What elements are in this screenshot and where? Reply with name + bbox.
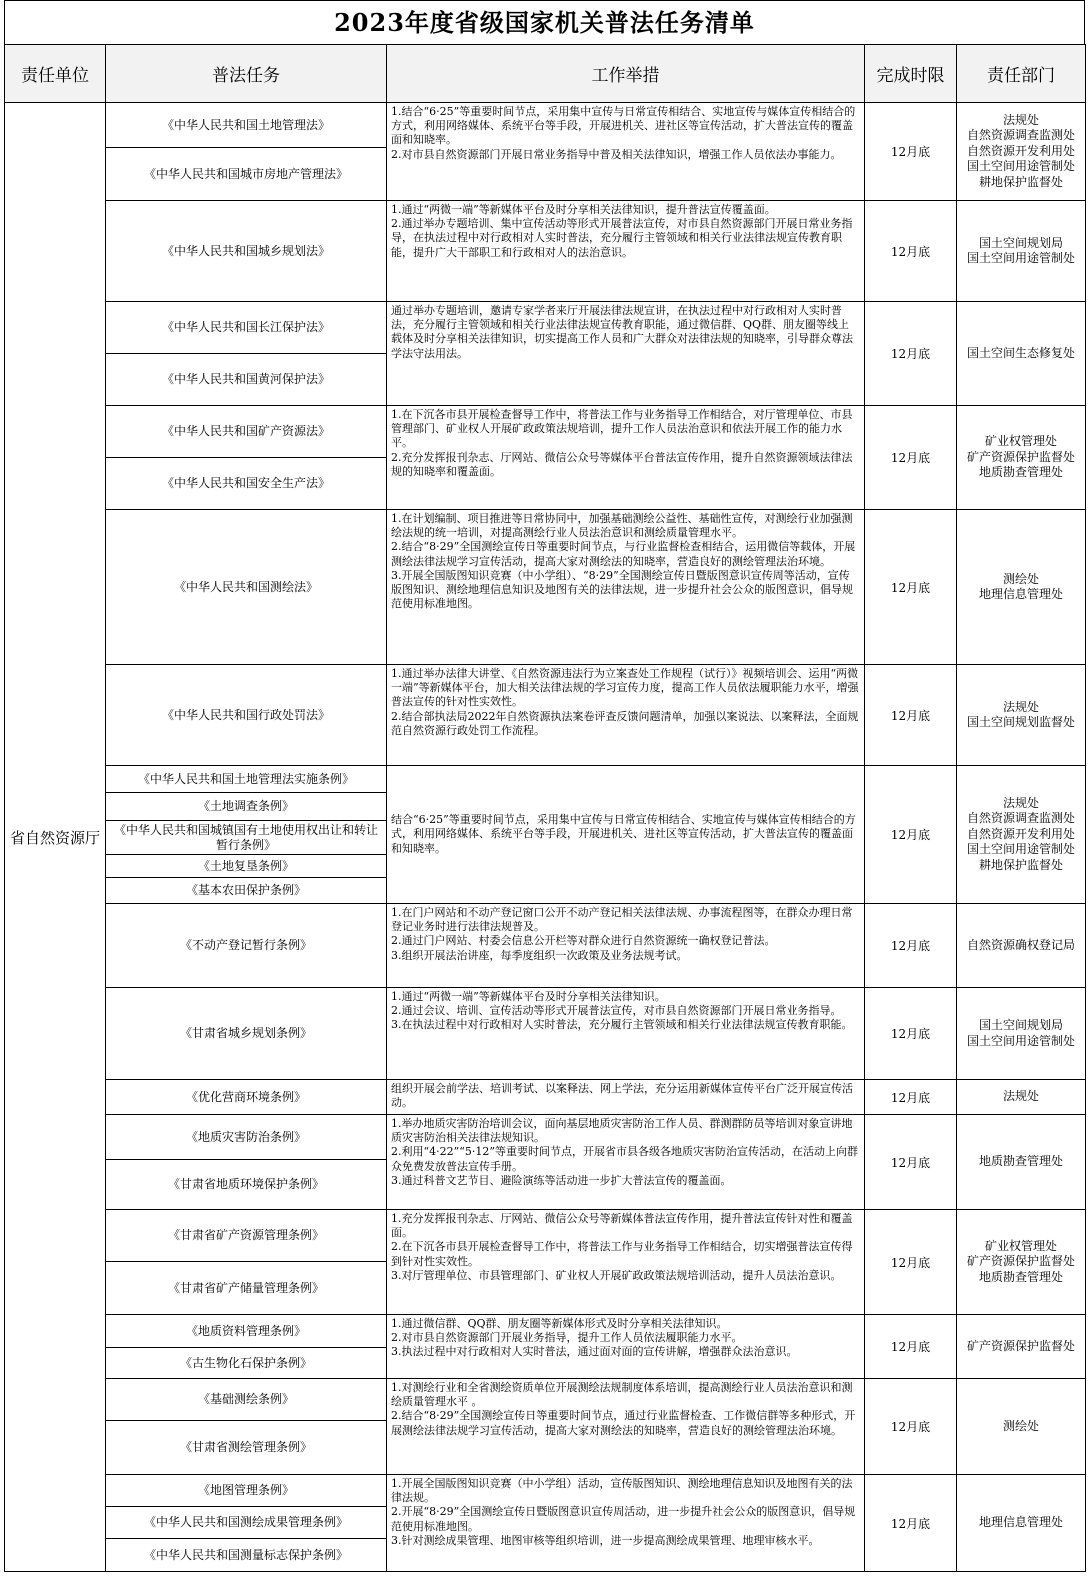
deadline-cell: 12月底 <box>865 904 957 988</box>
law-cell: 《中华人民共和国城镇国有土地使用权出让和转让暂行条例》 <box>106 821 387 855</box>
measure-cell: 1.充分发挥报刊杂志、厅网站、微信公众号等新媒体普法宣传作用，提升普法宣传针对性和覆盖面。 2.在下沉各市县开展检查督导工作中，将普法工作与业务指导工作相结合，切实增强普法宣传得到针对性实效性。 3.对厅管理单位、市县管理部门、矿业权人开展矿政政策法规培训活动，提升人员法治意识。 <box>387 1210 865 1315</box>
header-unit: 责任单位 <box>5 45 106 103</box>
measure-cell: 结合“6·25”等重要时间节点，采用集中宣传与日常宣传相结合、实地宣传与媒体宣传相结合的方式，利用网络媒体、系统平台等手段，开展进机关、进社区等宣传活动，扩大普法宣传的覆盖面和知晓率。 <box>387 766 865 904</box>
deadline-cell: 12月底 <box>865 1315 957 1379</box>
measure-cell: 1.对测绘行业和全省测绘资质单位开展测绘法规制度体系培训，提高测绘行业人员法治意识和测绘质量管理水平 。 2.结合“8·29”全国测绘宣传日等重要时间节点，通过行业监督检查、工作微信群等多种形式，开展测绘法律法规学习宣传活动，提高大家对测绘法的知晓率，营造良好的测绘管理法治环境。 <box>387 1379 865 1475</box>
law-cell: 《甘肃省矿产资源管理条例》 <box>106 1210 387 1262</box>
law-cell: 《甘肃省矿产储量管理条例》 <box>106 1262 387 1315</box>
table-row <box>5 1210 1086 1262</box>
measure-cell: 1.通过微信群、QQ群、朋友圈等新媒体形式及时分享相关法律知识。 2.对市县自然资源部门开展业务指导，提升工作人员依法履职能力水平。 3.执法过程中对行政相对人实时普法，通过面对面的宣传讲解，增强群众法治意识。 <box>387 1315 865 1379</box>
dept-cell: 法规处 <box>957 1080 1086 1115</box>
deadline-cell: 12月底 <box>865 988 957 1080</box>
dept-cell: 法规处 自然资源调查监测处 自然资源开发利用处 国土空间用途管制处 耕地保护监督处 <box>957 766 1086 904</box>
dept-cell: 国土空间规划局 国土空间用途管制处 <box>957 201 1086 302</box>
measure-cell: 1.通过“两微一端”等新媒体平台及时分享相关法律知识。 2.通过会议、培训、宣传活动等形式开展普法宣传，对市县自然资源部门开展日常业务指导。 3.在执法过程中对行政相对人实时普法，充分履行主管领域和相关行业法律法规宣传教育职能。 <box>387 988 865 1080</box>
deadline-cell: 12月底 <box>865 766 957 904</box>
dept-cell: 测绘处 地理信息管理处 <box>957 510 1086 665</box>
law-cell: 《中华人民共和国城市房地产管理法》 <box>106 148 387 201</box>
measure-cell: 1.在门户网站和不动产登记窗口公开不动产登记相关法律法规、办事流程图等，在群众办理日常登记业务时进行法律法规普及。 2.通过门户网站、村委会信息公开栏等对群众进行自然资源统一确权登记普法。 3.组织开展法治讲座，每季度组织一次政策及业务法规考试。 <box>387 904 865 988</box>
dept-cell: 地理信息管理处 <box>957 1475 1086 1572</box>
law-cell: 《土地复垦条例》 <box>106 855 387 878</box>
law-cell: 《中华人民共和国安全生产法》 <box>106 458 387 510</box>
responsible-unit-cell: 省自然资源厅 <box>5 103 106 1572</box>
measure-cell: 组织开展会前学法、培训考试、以案释法、网上学法，充分运用新媒体宣传平台广泛开展宣传活动。 <box>387 1080 865 1115</box>
table-row <box>5 1115 1086 1160</box>
table-row <box>5 302 1086 354</box>
law-cell: 《中华人民共和国测绘成果管理条例》 <box>106 1507 387 1539</box>
page-title: 2023年度省级国家机关普法任务清单 <box>4 0 1085 44</box>
law-cell: 《不动产登记暂行条例》 <box>106 904 387 988</box>
measure-cell: 1.通过“两微一端”等新媒体平台及时分享相关法律知识，提升普法宣传覆盖面。 2.通过举办专题培训、集中宣传活动等形式开展普法宣传，对市县自然资源部门开展日常业务指导，在执法过程中对行政相对人实时普法，充分履行主管领域和相关行业法律法规宣传教育职能，提升广大干部职工和行政相对人的法治意识。 <box>387 201 865 302</box>
header-dept: 责任部门 <box>957 45 1086 103</box>
header-measure: 工作举措 <box>387 45 865 103</box>
dept-cell: 地质勘查管理处 <box>957 1115 1086 1210</box>
measure-cell: 1.在计划编制、项目推进等日常协同中，加强基础测绘公益性、基础性宣传，对测绘行业加强测绘法规的统一培训，对提高测绘行业人员法治意识和测绘质量管理水平。 2.结合“8·29”全国测绘宣传日等重要时间节点，与行业监督检查相结合，运用微信等载体，开展测绘法律法规学习宣传活动，提高大家对测绘法的知晓率，营造良好的测绘管理法治环境。 3.开展全国版图知识竞赛（中小学组）、“8·29”全国测绘宣传日暨版图意识宣传周等活动，宣传版图知识、测绘地理信息知识及地图有关的法律法规，进一步提升社会公众的版图意识，倡导规范使用标准地图。 <box>387 510 865 665</box>
law-cell: 《土地调查条例》 <box>106 793 387 821</box>
law-cell: 《地质灾害防治条例》 <box>106 1115 387 1160</box>
table-row <box>5 1379 1086 1421</box>
deadline-cell: 12月底 <box>865 1379 957 1475</box>
deadline-cell: 12月底 <box>865 103 957 201</box>
law-cell: 《地图管理条例》 <box>106 1475 387 1507</box>
dept-cell: 国土空间生态修复处 <box>957 302 1086 406</box>
dept-cell: 自然资源确权登记局 <box>957 904 1086 988</box>
measure-cell: 1.开展全国版图知识竞赛（中小学组）活动，宣传版图知识、测绘地理信息知识及地图有关的法律法规。 2.开展“8·29”全国测绘宣传日暨版图意识宣传周活动，进一步提升社会公众的版图意识，倡导规范使用标准地图。 3.针对测绘成果管理、地图审核等组织培训，进一步提高测绘成果管理、地理审核水平。 <box>387 1475 865 1572</box>
table-row <box>5 988 1086 1080</box>
task-table <box>4 44 1086 1572</box>
header-task: 普法任务 <box>106 45 387 103</box>
dept-cell: 法规处 自然资源调查监测处 自然资源开发利用处 国土空间用途管制处 耕地保护监督处 <box>957 103 1086 201</box>
deadline-cell: 12月底 <box>865 201 957 302</box>
table-row <box>5 766 1086 793</box>
law-cell: 《中华人民共和国城乡规划法》 <box>106 201 387 302</box>
dept-cell: 测绘处 <box>957 1379 1086 1475</box>
law-cell: 《基本农田保护条例》 <box>106 878 387 904</box>
deadline-cell: 12月底 <box>865 302 957 406</box>
measure-cell: 1.通过举办法律大讲堂、《自然资源违法行为立案查处工作规程（试行）》视频培训会、运用“两微一端”等新媒体平台，加大相关法律法规的学习宣传力度，提高工作人员依法履职能力水平，增强普法宣传的针对性实效性。 2.结合部执法局2022年自然资源执法案卷评查反馈问题清单，加强以案说法、以案释法，全面规范自然资源行政处罚工作流程。 <box>387 665 865 766</box>
measure-cell: 1.在下沉各市县开展检查督导工作中，将普法工作与业务指导工作相结合，对厅管理单位、市县管理部门、矿业权人开展矿政政策法规培训，提升工作人员法治意识和依法开展工作的能力水平。 2.充分发挥报刊杂志、厅网站、微信公众号等媒体平台普法宣传作用，提升自然资源领域法律法规的知晓率和覆盖面。 <box>387 406 865 510</box>
dept-cell: 矿产资源保护监督处 <box>957 1315 1086 1379</box>
law-cell: 《中华人民共和国行政处罚法》 <box>106 665 387 766</box>
table-row <box>5 510 1086 665</box>
dept-cell: 法规处 国土空间规划监督处 <box>957 665 1086 766</box>
law-cell: 《中华人民共和国测绘法》 <box>106 510 387 665</box>
measure-cell: 1.举办地质灾害防治培训会议，面向基层地质灾害防治工作人员、群测群防员等培训对象宣讲地质灾害防治相关法律法规知识。 2.利用“4·22”“5·12”等重要时间节点，开展省市县各级各地质灾害防治宣传活动，在活动上向群众免费发放普法宣传手册。 3.通过科普文艺节目、避险演练等活动进一步扩大普法宣传的覆盖面。 <box>387 1115 865 1210</box>
deadline-cell: 12月底 <box>865 406 957 510</box>
table-row <box>5 406 1086 458</box>
dept-cell: 国土空间规划局 国土空间用途管制处 <box>957 988 1086 1080</box>
law-cell: 《中华人民共和国长江保护法》 <box>106 302 387 354</box>
deadline-cell: 12月底 <box>865 1115 957 1210</box>
table-row <box>5 1080 1086 1115</box>
deadline-cell: 12月底 <box>865 1210 957 1315</box>
dept-cell: 矿业权管理处 矿产资源保护监督处 地质勘查管理处 <box>957 1210 1086 1315</box>
deadline-cell: 12月底 <box>865 1080 957 1115</box>
header-row <box>5 45 1086 103</box>
deadline-cell: 12月底 <box>865 1475 957 1572</box>
table-row <box>5 904 1086 988</box>
law-cell: 《基础测绘条例》 <box>106 1379 387 1421</box>
table-row <box>5 1315 1086 1348</box>
dept-cell: 矿业权管理处 矿产资源保护监督处 地质勘查管理处 <box>957 406 1086 510</box>
measure-cell: 1.结合“6·25”等重要时间节点，采用集中宣传与日常宣传相结合、实地宣传与媒体宣传相结合的方式，利用网络媒体、系统平台等手段，开展进机关、进社区等宣传活动，扩大普法宣传的覆盖面和知晓率。 2.对市县自然资源部门开展日常业务指导中普及相关法律知识，增强工作人员依法办事能力。 <box>387 103 865 201</box>
measure-cell: 通过举办专题培训，邀请专家学者来厅开展法律法规宣讲，在执法过程中对行政相对人实时普法，充分履行主管领域和相关行业法律法规宣传教育职能，通过微信群、QQ群、朋友圈等线上载体及时分享相关法律知识，切实提高工作人员和广大群众对法律法规的知晓率，引导群众尊法学法守法用法。 <box>387 302 865 406</box>
law-cell: 《中华人民共和国土地管理法》 <box>106 103 387 148</box>
law-cell: 《中华人民共和国矿产资源法》 <box>106 406 387 458</box>
law-cell: 《古生物化石保护条例》 <box>106 1348 387 1379</box>
deadline-cell: 12月底 <box>865 665 957 766</box>
law-cell: 《甘肃省地质环境保护条例》 <box>106 1160 387 1210</box>
law-cell: 《中华人民共和国黄河保护法》 <box>106 354 387 406</box>
deadline-cell: 12月底 <box>865 510 957 665</box>
table-row <box>5 1475 1086 1507</box>
law-cell: 《中华人民共和国测量标志保护条例》 <box>106 1539 387 1572</box>
header-deadline: 完成时限 <box>865 45 957 103</box>
law-cell: 《地质资料管理条例》 <box>106 1315 387 1348</box>
law-cell: 《中华人民共和国土地管理法实施条例》 <box>106 766 387 793</box>
table-row <box>5 665 1086 766</box>
table-row <box>5 103 1086 148</box>
law-cell: 《优化营商环境条例》 <box>106 1080 387 1115</box>
law-cell: 《甘肃省城乡规划条例》 <box>106 988 387 1080</box>
task-list-sheet <box>4 0 1085 1572</box>
law-cell: 《甘肃省测绘管理条例》 <box>106 1421 387 1475</box>
table-row <box>5 201 1086 302</box>
